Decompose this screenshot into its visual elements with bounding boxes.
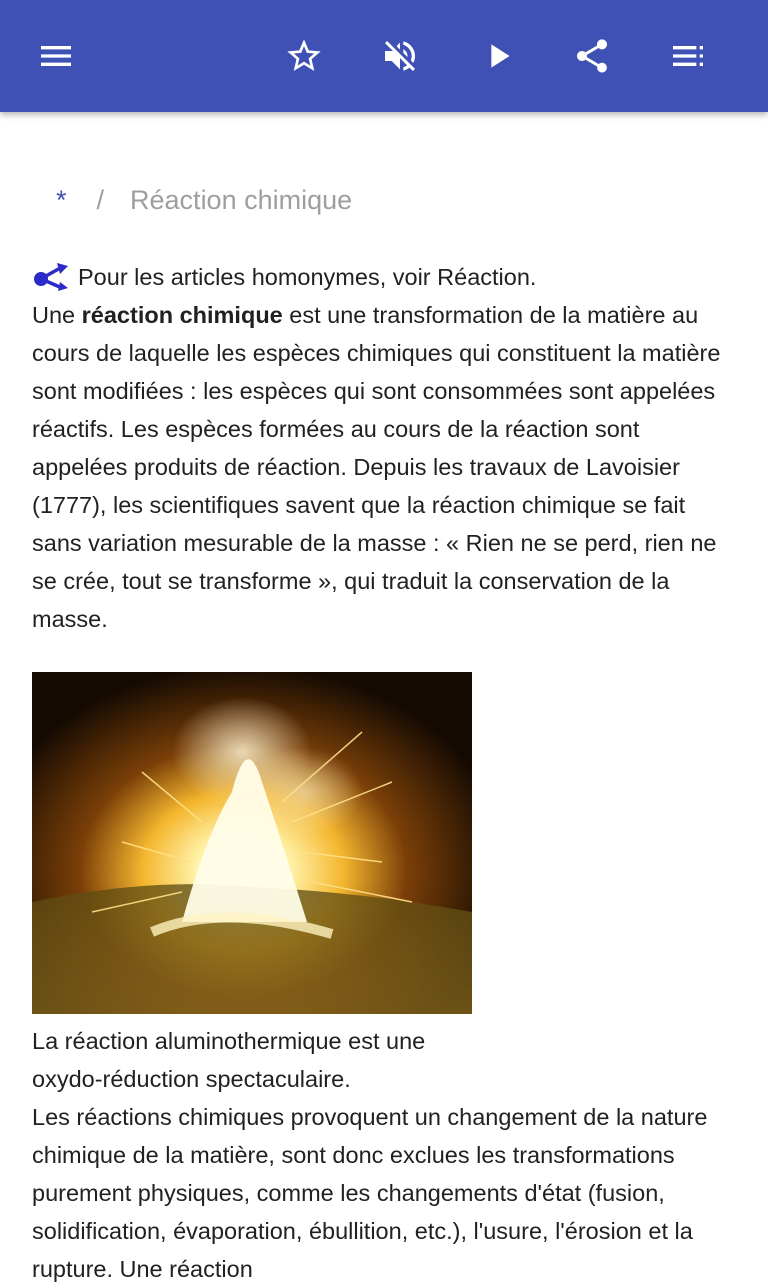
thermite-reaction-photo[interactable] — [32, 672, 472, 1014]
second-paragraph: Les réactions chimiques provoquent un changement de la nature chimique de la matière, sont donc exclues les transformations purement physiques, comme les changements d'état (fusion, solidification, évaporation, ébullition, etc.), l'usure, l'érosion et la rupture. Une réaction — [32, 1104, 708, 1282]
figure — [32, 672, 472, 1098]
figure-caption: La réaction aluminothermique est une oxydo-réduction spectaculaire. — [32, 1028, 426, 1092]
article-body — [32, 258, 736, 1288]
intro-text: est une transformation de la matière au cours de laquelle les espèces chimiques qui constituent la matière sont modifiées : les espèces qui sont consommées sont appelées réactifs. Les espèces formées au cours de la réaction sont appelées produits de réaction. Depuis les travaux de Lavoisier (1777), les scientifiques savent que la réaction chimique se fait sans variation mesurable de la masse : « Rien ne se perd, rien ne se crée, tout se transforme », qui traduit la conservation de la masse. — [32, 302, 721, 632]
intro-bold-term: réaction chimique — [81, 302, 283, 328]
hatnote-text[interactable]: Pour les articles homonymes, voir Réaction. — [78, 264, 537, 290]
app-toolbar — [0, 0, 768, 112]
hatnote — [32, 258, 736, 296]
play-button[interactable] — [470, 28, 526, 84]
menu-icon — [36, 36, 76, 76]
breadcrumb-current: Réaction chimique — [130, 184, 353, 215]
intro-prefix: Une — [32, 302, 82, 328]
volume-off-icon — [380, 36, 420, 76]
breadcrumb-home-link[interactable]: * — [56, 184, 67, 215]
intro-paragraph — [32, 296, 736, 638]
table-of-contents-button[interactable] — [660, 28, 716, 84]
play-icon — [478, 36, 518, 76]
star-outline-icon — [284, 36, 324, 76]
share-button[interactable] — [564, 28, 620, 84]
list-icon — [668, 36, 708, 76]
breadcrumb — [56, 180, 352, 220]
disambiguation-icon — [32, 262, 72, 292]
breadcrumb-separator: / — [96, 184, 105, 215]
share-icon — [572, 36, 612, 76]
favorite-button[interactable] — [276, 28, 332, 84]
menu-button[interactable] — [28, 28, 84, 84]
mute-button[interactable] — [372, 28, 428, 84]
